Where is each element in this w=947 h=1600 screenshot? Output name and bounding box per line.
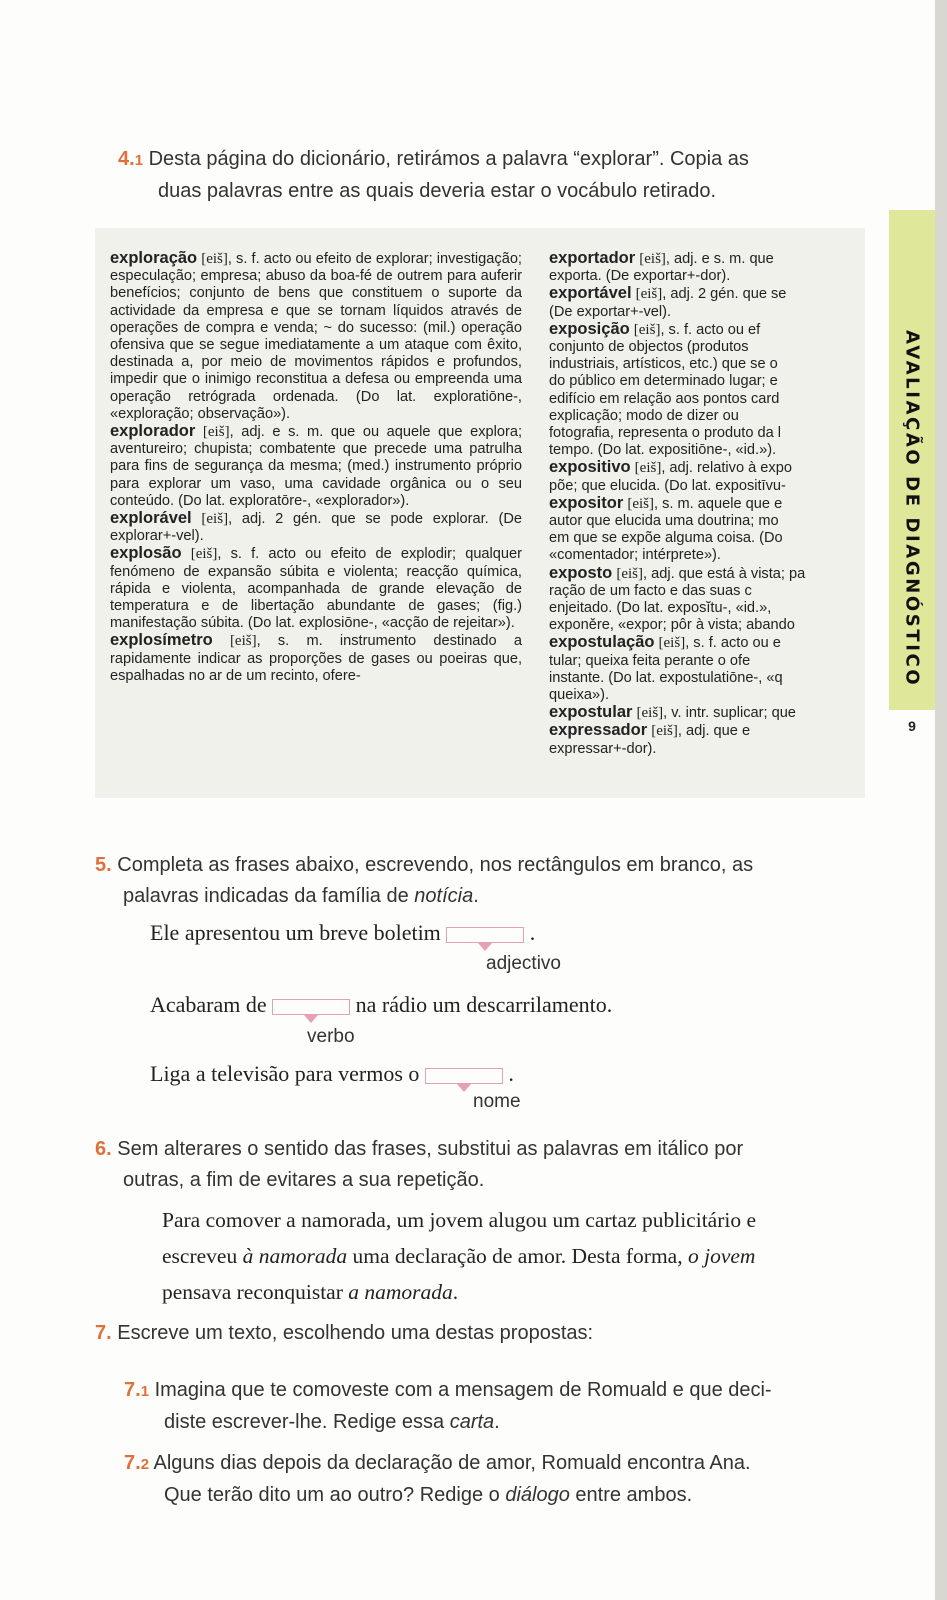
entry-definition: exporta. (De exportar+-dor). [549, 268, 731, 285]
dictionary-entry [110, 423, 522, 510]
question-4-1 [118, 144, 858, 207]
dictionary-entry [549, 741, 839, 758]
dictionary-entry [549, 268, 839, 285]
dictionary-entry [549, 356, 839, 373]
hint-verbo: verbo [307, 1026, 355, 1047]
question-7-1 [124, 1375, 864, 1438]
entry-definition: , adj. e s. m. que ou aquele que explora; aventureiro; chupista; combatente que precede uma patrulha para fins de segurança da mesma; (med.) instrumento próprio para explorar um vaso, uma cavidade orgânica ou o seu conteúdo. (Do lat. exploratōre-, «explorador»). [110, 424, 522, 509]
entry-definition: , adj. 2 gén. que se [662, 286, 787, 303]
entry-definition: conjunto de objectos (produtos [549, 339, 749, 356]
question-text: Escreve um texto, escolhendo uma destas propostas: [117, 1322, 594, 1344]
entry-definition: , adj. que e [677, 723, 751, 740]
entry-headword: expostulação [549, 633, 655, 652]
entry-definition: tempo. (Do lat. expositiōne-, «id.»). [549, 442, 777, 459]
question-number: 5. [95, 854, 112, 876]
entry-definition: fotografia, representa o produto da l [549, 425, 782, 442]
entry-pronunciation: [eiš] [627, 495, 654, 512]
dictionary-column-left [110, 250, 522, 685]
question-text-line1: Imagina que te comoveste com a mensagem de Romuald e que deci- [154, 1379, 772, 1401]
dictionary-entry [549, 250, 839, 268]
entry-definition: autor que elucida uma doutrina; mo [549, 513, 779, 530]
hint-nome: nome [473, 1091, 521, 1112]
dictionary-entry [549, 530, 839, 547]
dictionary-entry [549, 722, 839, 740]
entry-definition: , adj. que está à vista; pa [642, 565, 806, 582]
entry-headword: explosão [110, 544, 182, 563]
entry-definition: tular; queixa feita perante o ofe [549, 652, 751, 669]
entry-definition: em que se expõe alguma coisa. (Do [549, 530, 783, 547]
question-number: 7. [95, 1322, 112, 1344]
dictionary-entry [549, 321, 839, 339]
paragraph-line: escreveu à namorada uma declaração de amor. Desta forma, o jovem [162, 1244, 756, 1268]
sentence-3: Liga a televisão para vermos o . [150, 1061, 514, 1086]
entry-pronunciation: [eiš] [229, 633, 257, 650]
entry-definition: ração de um facto e das suas c [549, 582, 752, 599]
entry-pronunciation: [eiš] [202, 424, 230, 441]
dictionary-entry [110, 250, 522, 423]
entry-definition: , s. f. acto ou efeito de explorar; investigação; especulação; empresa; abuso da boa-fé de outrem para auferir benefícios; conjunto de bens que constituem o suporte da actividade da empresa e que se tornam líquidos através de operações de compra e venda; ~ do sucesso: (mil.) operação ofensiva que se segue imediatamente a um ataque com êxito, destinada a, por meio de movimentos rápidos e profundos, impedir que o inimigo reconstitua a defesa ou empreenda uma operação retrógrada ordenada. (Do lat. exploratiōne-, «exploração; observação»). [110, 251, 522, 422]
entry-headword: explorador [110, 422, 196, 441]
question-number: 7.1 [124, 1379, 150, 1401]
entry-pronunciation: [eiš] [658, 635, 686, 652]
entry-definition: , adj. relativo à expo [661, 460, 792, 477]
entry-headword: exportável [549, 284, 632, 303]
dictionary-entry [549, 513, 839, 530]
dictionary-entry [549, 478, 839, 495]
dictionary-entry [549, 547, 839, 564]
entry-pronunciation: [eiš] [616, 565, 643, 582]
entry-definition: enjeitado. (Do lat. exposĭtu-, «id.», [549, 600, 772, 617]
answer-box-verbo[interactable] [272, 999, 350, 1015]
paragraph-line: Para comover a namorada, um jovem alugou um cartaz publicitário e [162, 1208, 757, 1232]
entry-pronunciation: [eiš] [634, 460, 662, 477]
entry-definition: queixa»). [549, 687, 610, 704]
entry-definition: (De exportar+-vel). [549, 303, 672, 320]
question-5 [95, 850, 865, 912]
question-7 [95, 1318, 865, 1349]
entry-definition: , s. m. instrumento destinado a rapidamente indicar as proporções de gases ou poeiras que, espalhadas no ar de um recinto, ofere- [110, 633, 522, 684]
question-number: 7.2 [124, 1452, 150, 1474]
dictionary-entry [549, 459, 839, 477]
entry-definition: explicação; modo de dizer ou [549, 407, 739, 424]
dictionary-entry [549, 425, 839, 442]
entry-definition: , s. f. acto ou efeito de explodir; qualquer fenómeno de expansão súbita e violenta; reacção química, rápida e violenta, acompanhada de grande elevação de temperatura e de libertação abundante de gases; (fig.) manifestação súbita. (Do lat. explosiōne-, «acção de rejeitar»). [110, 546, 522, 632]
entry-pronunciation: [eiš] [635, 286, 663, 303]
dictionary-column-right [549, 250, 839, 758]
question-text-line2: duas palavras entre as quais deveria estar o vocábulo retirado. [158, 180, 717, 202]
entry-headword: exportador [549, 250, 636, 267]
entry-headword: explosímetro [110, 631, 213, 650]
entry-pronunciation: [eiš] [639, 251, 666, 267]
question-text-line1: Completa as frases abaixo, escrevendo, nos rectângulos em branco, as [117, 854, 754, 876]
entry-definition: «comentador; intérprete»). [549, 547, 721, 564]
dictionary-entry [549, 583, 839, 600]
dictionary-entry [549, 442, 839, 459]
dictionary-entry [110, 545, 522, 632]
question-text-line2: palavras indicadas da família de notícia. [123, 885, 479, 907]
dictionary-entry [549, 634, 839, 652]
question-number: 4.1 [118, 148, 144, 170]
sentence-1: Ele apresentou um breve boletim . [150, 920, 536, 945]
entry-definition: do público em determinado lugar; e [549, 373, 778, 390]
page-number: 9 [908, 718, 916, 734]
question-7-2 [124, 1448, 864, 1511]
dictionary-entry [549, 687, 839, 704]
side-title [889, 330, 935, 700]
dictionary-entry [549, 670, 839, 687]
entry-definition: , s. m. aquele que e [654, 495, 783, 512]
dictionary-entry [549, 565, 839, 583]
dictionary-entry [549, 408, 839, 425]
dictionary-entry [110, 632, 522, 685]
question-text-line1: Sem alterares o sentido das frases, substitui as palavras em itálico por [117, 1138, 744, 1160]
dictionary-entry [549, 600, 839, 617]
hint-adjectivo: adjectivo [486, 953, 561, 974]
question-text-line1: Desta página do dicionário, retirámos a palavra “explorar”. Copia as [148, 148, 749, 170]
question-text-line2: diste escrever-lhe. Redige essa carta. [164, 1411, 500, 1433]
dictionary-entry [549, 617, 839, 634]
dictionary-entry [549, 339, 839, 356]
entry-definition: , adj. e s. m. que [665, 251, 774, 267]
sentence-2: Acabaram de na rádio um descarrilamento. [150, 992, 613, 1017]
answer-box-nome[interactable] [425, 1068, 503, 1084]
entry-definition: expressar+-dor). [549, 740, 657, 757]
entry-headword: expositor [549, 493, 624, 512]
entry-headword: expositivo [549, 458, 631, 477]
exercise-paragraph [162, 1202, 862, 1310]
dictionary-entry [549, 653, 839, 670]
entry-definition: instante. (Do lat. expostulatiōne-, «q [549, 669, 783, 686]
entry-definition: exponěre, «expor; pôr à vista; abando [549, 617, 795, 634]
entry-headword: explorável [110, 509, 192, 528]
entry-headword: exploração [110, 249, 198, 267]
entry-definition: põe; que elucida. (Do lat. expositīvu- [549, 477, 786, 494]
entry-pronunciation: [eiš] [636, 705, 664, 722]
side-title-text: AVALIAÇÃO DE DIAGNÓSTICO [901, 330, 923, 688]
dictionary-entry [549, 704, 839, 722]
dictionary-entry [110, 510, 522, 545]
entry-definition: edifício em relação aos pontos card [549, 390, 780, 407]
dictionary-entry [549, 391, 839, 408]
entry-pronunciation: [eiš] [201, 251, 228, 267]
entry-pronunciation: [eiš] [633, 321, 661, 338]
question-text-line2: Que terão dito um ao outro? Redige o diálogo entre ambos. [164, 1484, 693, 1506]
entry-definition: , v. intr. suplicar; que [663, 705, 796, 722]
question-6 [95, 1134, 865, 1196]
question-text-line1: Alguns dias depois da declaração de amor, Romuald encontra Ana. [153, 1452, 751, 1474]
entry-pronunciation: [eiš] [651, 723, 678, 740]
dictionary-entry [549, 495, 839, 513]
entry-definition: , s. f. acto ou e [685, 635, 781, 652]
entry-pronunciation: [eiš] [190, 546, 218, 563]
entry-definition: industriais, artísticos, etc.) que se o [549, 356, 778, 373]
dictionary-entry [549, 285, 839, 303]
dictionary-entry [549, 373, 839, 390]
entry-headword: expostular [549, 703, 633, 722]
question-text-line2: outras, a fim de evitares a sua repetição. [123, 1169, 485, 1191]
entry-definition: , s. f. acto ou ef [660, 321, 761, 338]
question-number: 6. [95, 1138, 112, 1160]
entry-pronunciation: [eiš] [201, 511, 229, 528]
paragraph-line: pensava reconquistar a namorada. [162, 1280, 459, 1304]
answer-box-adjectivo[interactable] [446, 927, 524, 943]
entry-definition: , adj. 2 gén. que se pode explorar. (De explorar+-vel). [110, 511, 522, 545]
entry-headword: exposto [549, 563, 613, 582]
page-edge [935, 0, 947, 1600]
entry-headword: expressador [549, 721, 648, 740]
entry-headword: exposição [549, 319, 630, 338]
dictionary-entry [549, 304, 839, 321]
